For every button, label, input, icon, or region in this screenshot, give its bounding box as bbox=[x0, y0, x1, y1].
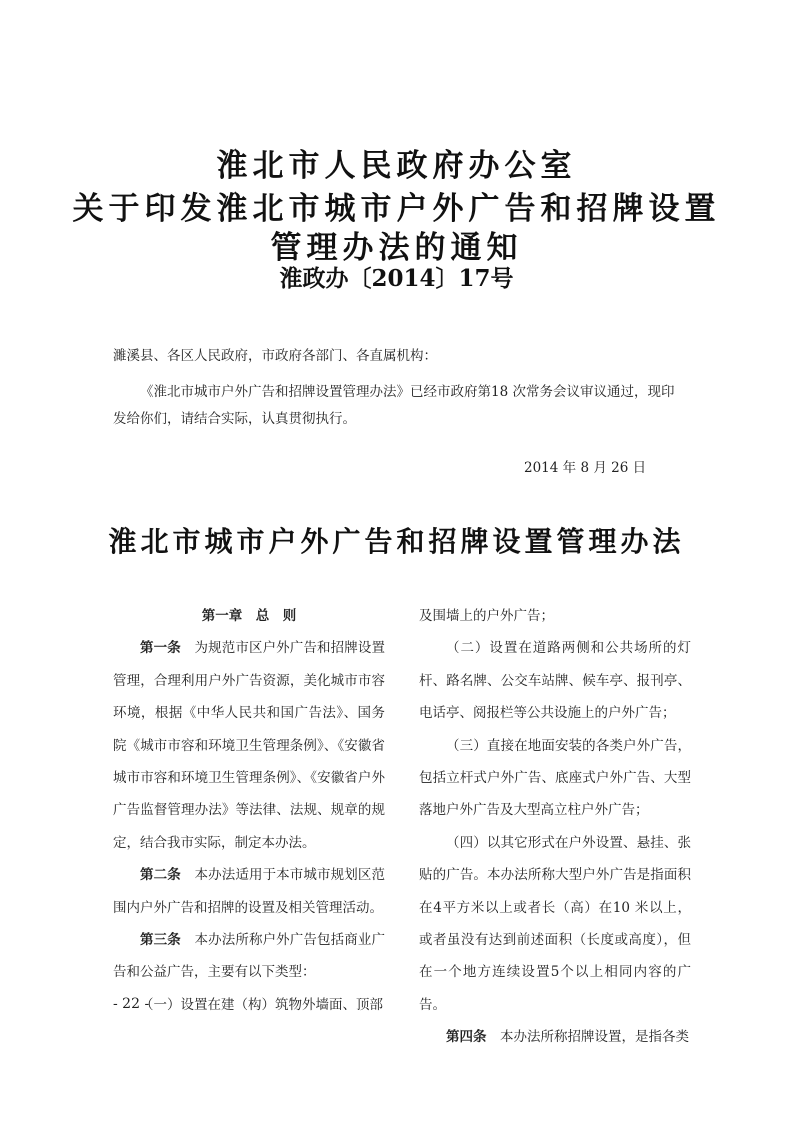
notice-body: 《淮北市城市户外广告和招牌设置管理办法》已经市政府第18 次常务会议审议通过，现印发给你们，请结合实际，认真贯彻执行。 bbox=[113, 384, 675, 427]
article-1-text: 为规范市区户外广告和招牌设置管理，合理利用户外广告资源，美化城市市容环境，根据《中华人民共和国广告法》、国务院《城市市容和环境卫生管理条例》、《安徽省城市市容和环境卫生管理条例》、《安徽省户外广告监督管理办法》等法律、法规、规章的规定，结合我市实际，制定本办法。 bbox=[113, 640, 386, 851]
article-4 bbox=[419, 1021, 691, 1053]
chapter-heading: 第一章 总 则 bbox=[201, 608, 297, 624]
article-3-text: 本办法所称户外广告包括商业广告和公益广告，主要有以下类型： bbox=[113, 932, 386, 981]
article-3-item-1-end: 及围墙上的户外广告； bbox=[419, 608, 554, 624]
article-4-text: 本办法所称招牌设置，是指各类 bbox=[486, 1029, 689, 1046]
article-3-item-4: （四）以其它形式在户外设置、悬挂、张贴的广告。本办法所称大型户外广告是指面积在4平方米以上或者长（高）在10 米以上，或者虽没有达到前述面积（长度或高度），但在一个地方连续设置5个以上相同内容的广告。 bbox=[419, 834, 691, 1013]
doc-number: 淮政办〔2014〕17号 bbox=[279, 265, 514, 292]
article-3-item-2: （二）设置在道路两侧和公共场所的灯杆、路名牌、公交车站牌、候车亭、报刊亭、电话亭、阅报栏等公共设施上的户外广告； bbox=[419, 640, 691, 722]
page-number: - 22 - bbox=[113, 996, 150, 1012]
notice-title-line-1: 淮北市人民政府办公室 bbox=[216, 148, 577, 184]
article-2-text: 本办法适用于本市城市规划区范围内户外广告和招牌的设置及相关管理活动。 bbox=[113, 867, 386, 916]
article-3-item-3: （三）直接在地面安装的各类户外广告，包括立杆式户外广告、底座式户外广告、大型落地户外广告及大型高立柱户外广告； bbox=[419, 737, 691, 819]
article-2 bbox=[113, 859, 385, 924]
article-2-label: 第二条 bbox=[140, 867, 181, 884]
left-column bbox=[113, 600, 385, 1021]
article-1 bbox=[113, 632, 385, 859]
notice-title-line-2: 关于印发淮北市城市户外广告和招牌设置 bbox=[72, 191, 721, 227]
article-3-label: 第三条 bbox=[140, 932, 181, 949]
notice-title-line-3: 管理办法的通知 bbox=[270, 230, 523, 266]
article-3 bbox=[113, 924, 385, 989]
article-3-item-1-start: （一）设置在建（构）筑物外墙面、顶部 bbox=[140, 996, 383, 1013]
regulation-title: 淮北市城市户外广告和招牌设置管理办法 bbox=[108, 525, 685, 558]
notice-date: 2014 年 8 月 26 日 bbox=[524, 460, 647, 476]
article-4-label: 第四条 bbox=[446, 1029, 487, 1046]
right-column bbox=[419, 600, 691, 1054]
recipients: 濉溪县、各区人民政府，市政府各部门、各直属机构： bbox=[113, 348, 437, 364]
article-1-label: 第一条 bbox=[140, 640, 181, 657]
